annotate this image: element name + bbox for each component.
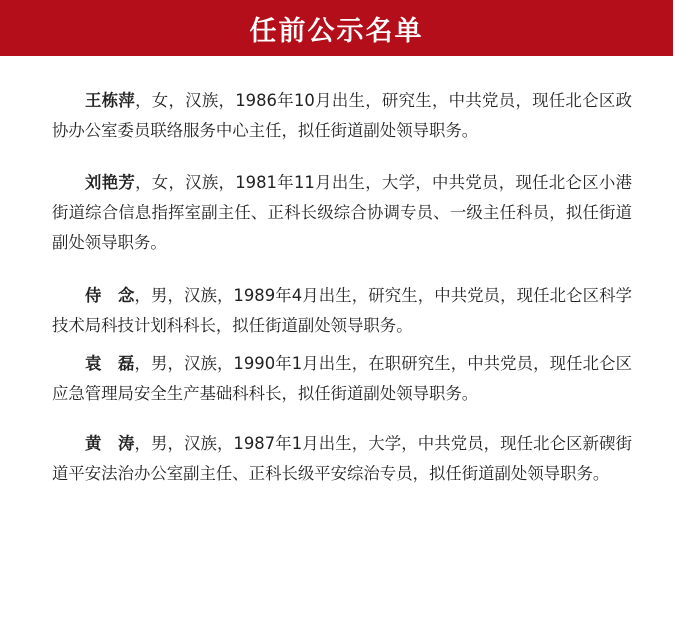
candidate-description: ，男，汉族，1990年1月出生，在职研究生，中共党员，现任北仑区应急管理局安全生产基础科科长，拟任街道副处领导职务。 xyxy=(52,354,633,403)
title-banner xyxy=(0,0,673,56)
candidate-entry xyxy=(52,168,632,258)
candidate-entry xyxy=(52,86,632,146)
candidate-entry xyxy=(52,429,632,489)
candidate-list xyxy=(52,86,632,489)
candidate-name: 黄 涛 xyxy=(85,434,135,453)
candidate-name: 王栋萍 xyxy=(85,91,136,110)
candidate-description: ，女，汉族，1986年10月出生，研究生，中共党员，现任北仑区政协办公室委员联络服务中心主任，拟任街道副处领导职务。 xyxy=(52,91,633,140)
candidate-name: 袁 磊 xyxy=(85,354,135,373)
page-title: 任前公示名单 xyxy=(249,15,424,47)
candidate-description: ，女，汉族，1981年11月出生，大学，中共党员，现任北仑区小港街道综合信息指挥室副主任、正科长级综合协调专员、一级主任科员，拟任街道副处领导职务。 xyxy=(52,173,633,252)
candidate-entry xyxy=(52,349,632,409)
candidate-entry xyxy=(52,281,632,341)
candidate-name: 刘艳芳 xyxy=(85,173,136,192)
candidate-description: ，男，汉族，1989年4月出生，研究生，中共党员，现任北仑区科学技术局科技计划科科长，拟任街道副处领导职务。 xyxy=(52,286,633,335)
candidate-description: ，男，汉族，1987年1月出生，大学，中共党员，现任北仑区新碶街道平安法治办公室副主任、正科长级平安综治专员，拟任街道副处领导职务。 xyxy=(52,434,633,483)
candidate-name: 侍 念 xyxy=(85,286,135,305)
